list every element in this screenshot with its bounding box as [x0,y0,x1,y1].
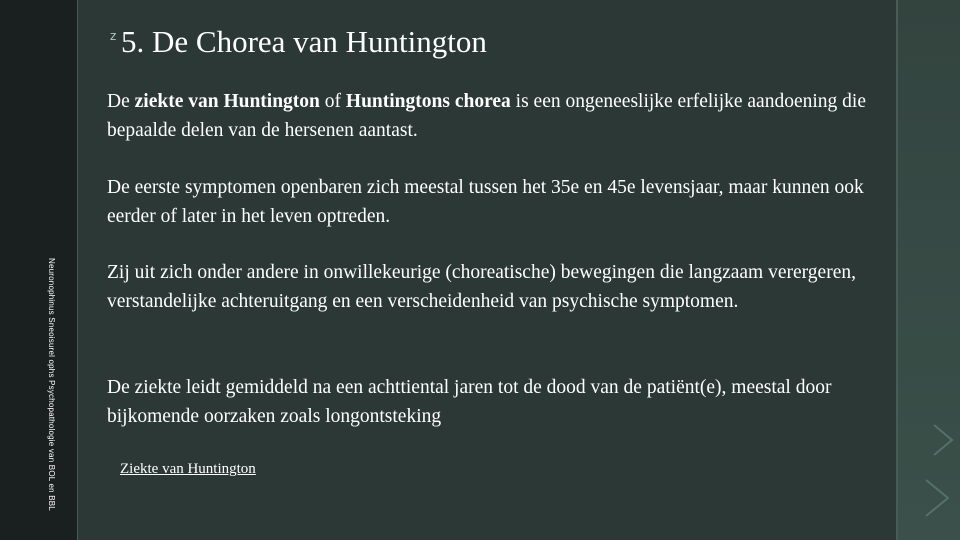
paragraph-definition: De ziekte van Huntington of Huntingtons chorea is een ongeneeslijke erfelijke aandoening die bepaalde delen van de hersenen aantast. [107,91,866,141]
left-sidebar [0,0,77,540]
side-caption: Neuronophinus Sneoisurel ophs Psychopathologie van BOL en BBL [47,258,56,511]
chevron-decoration-icon [904,410,954,520]
paragraph-onset: De eerste symptomen openbaren zich meestal tussen het 35e en 45e levensjaar, maar kunnen ook eerder of later in het leven optreden. [107,177,864,227]
paragraph-symptoms: Zij uit zich onder andere in onwillekeurige (choreatische) bewegingen die langzaam verergeren, verstandelijke achteruitgang en een verscheidenheid van psychische symptomen. [107,262,856,312]
slide-title: 5. De Chorea van Huntington [121,24,487,59]
paragraph-outcome: De ziekte leidt gemiddeld na een achttiental jaren tot de dood van de patiënt(e), meestal door bijkomende oorzaken zoals longontsteking [107,377,832,427]
title-mark-icon: z [110,29,117,43]
huntington-link[interactable]: Ziekte van Huntington [120,461,256,477]
right-decor-divider [896,0,898,540]
